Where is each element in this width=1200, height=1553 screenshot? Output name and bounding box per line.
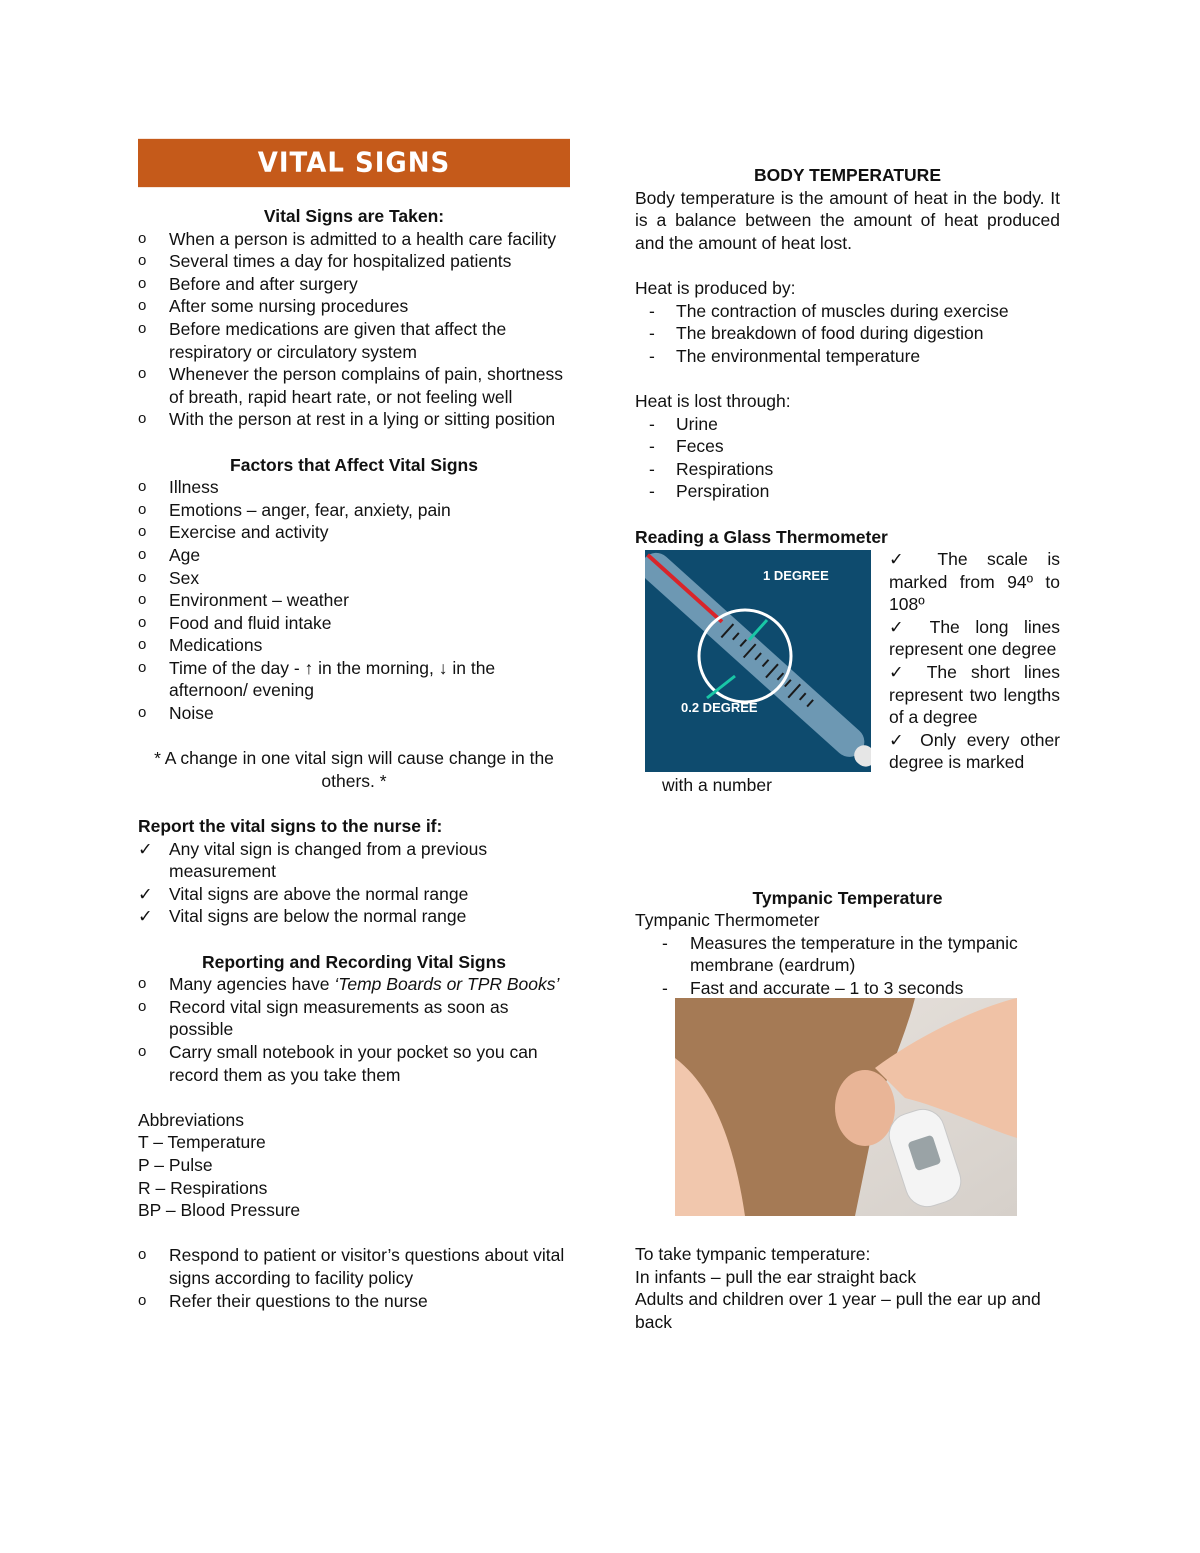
produced-heading: Heat is produced by: <box>635 277 796 298</box>
body-temp-heading: BODY TEMPERATURE <box>753 165 941 185</box>
list-item: o Medications <box>138 634 570 657</box>
report-list <box>138 838 570 928</box>
list-item: ✓ Any vital sign is changed from a previous measurement <box>138 838 488 882</box>
list-item: ✓ The long lines represent one degree <box>889 616 1060 660</box>
list-item: - Perspiration <box>635 480 1060 503</box>
produced-list <box>635 300 1060 368</box>
adults-note: Adults and children over 1 year – pull the ear up and back <box>635 1289 1041 1332</box>
list-item: ✓ Only every other degree is marked <box>889 729 1061 773</box>
glass-thermometer-image <box>645 550 871 772</box>
list-item: o Refer their questions to the nurse <box>138 1290 570 1313</box>
glass-heading: Reading a Glass Thermometer <box>635 526 888 547</box>
check-icon: ✓ <box>138 883 153 904</box>
list-item: - Feces <box>635 435 1060 458</box>
abbrev-item: T – Temperature <box>138 1132 266 1153</box>
list-item: - The contraction of muscles during exercise <box>635 300 1060 323</box>
closing-list <box>138 1244 570 1312</box>
page-title: VITAL SIGNS <box>257 146 451 179</box>
list-item: o Record vital sign measurements as soon as possible <box>138 996 570 1041</box>
list-item: ✓ Vital signs are above the normal range <box>138 883 469 904</box>
infants-note: In infants – pull the ear straight back <box>635 1266 917 1287</box>
list-item: o Whenever the person complains of pain, shortness of breath, rapid heart rate, or not feeling well <box>138 363 570 408</box>
list-item: - Fast and accurate – 1 to 3 seconds <box>635 977 1060 1000</box>
glass-thermometer-section <box>635 548 1060 774</box>
check-icon: ✓ <box>138 838 153 859</box>
list-item: o Respond to patient or visitor’s questions about vital signs according to facility policy <box>138 1244 570 1289</box>
right-column <box>635 140 1060 1334</box>
list-item: o After some nursing procedures <box>138 295 570 318</box>
list-item: - The environmental temperature <box>635 345 1060 368</box>
tympanic-list <box>635 932 1060 1000</box>
list-item: o Many agencies have ‘Temp Boards or TPR Books’ <box>138 973 570 996</box>
glass-points <box>889 548 1060 774</box>
lost-list <box>635 413 1060 503</box>
tympanic-photo <box>675 998 1017 1216</box>
left-column <box>138 140 570 1312</box>
glass-tail: with a number <box>662 775 772 796</box>
list-item: - Respirations <box>635 458 1060 481</box>
factors-heading: Factors that Affect Vital Signs <box>230 454 478 475</box>
list-item: o Time of the day - ↑ in the morning, ↓ in the afternoon/ evening <box>138 657 570 702</box>
list-item: o Sex <box>138 567 570 590</box>
list-item: o Carry small notebook in your pocket so you can record them as you take them <box>138 1041 570 1086</box>
check-icon: ✓ <box>138 906 153 927</box>
body-temp-intro: Body temperature is the amount of heat in the body. It is a balance between the amount of heat produced and the amount of heat lost. <box>635 187 1060 253</box>
list-item: o With the person at rest in a lying or sitting position <box>138 408 570 431</box>
abbrev-item: R – Respirations <box>138 1177 268 1198</box>
taken-list <box>138 228 570 431</box>
list-item: o Illness <box>138 476 570 499</box>
abbrev-item: P – Pulse <box>138 1154 213 1175</box>
tympanic-heading: Tympanic Temperature <box>752 887 943 908</box>
list-item: o Before and after surgery <box>138 273 570 296</box>
list-item: o Exercise and activity <box>138 521 570 544</box>
report-heading: Report the vital signs to the nurse if: <box>138 816 443 837</box>
list-item: o When a person is admitted to a health care facility <box>138 228 570 251</box>
list-item: o Environment – weather <box>138 589 570 612</box>
taken-heading: Vital Signs are Taken: <box>263 206 445 226</box>
list-item: - Urine <box>635 413 1060 436</box>
list-item: o Before medications are given that affect the respiratory or circulatory system <box>138 318 570 363</box>
list-item: ✓ The short lines represent two lengths of a degree <box>889 662 1060 728</box>
abbrev-item: BP – Blood Pressure <box>138 1200 301 1221</box>
lost-heading: Heat is lost through: <box>635 390 791 411</box>
list-item: o Age <box>138 544 570 567</box>
tympanic-subheading: Tympanic Thermometer <box>635 910 820 931</box>
point-two-degree-label: 0.2 DEGREE <box>681 700 758 716</box>
recording-list <box>138 973 570 1086</box>
recording-heading: Reporting and Recording Vital Signs <box>201 951 506 972</box>
factors-list <box>138 476 570 725</box>
how-heading: To take tympanic temperature: <box>635 1244 871 1265</box>
list-item: ✓ Vital signs are below the normal range <box>138 906 467 927</box>
list-item: o Emotions – anger, fear, anxiety, pain <box>138 499 570 522</box>
list-item: o Several times a day for hospitalized patients <box>138 250 570 273</box>
list-item: o Food and fluid intake <box>138 612 570 635</box>
list-item: ✓ The scale is marked from 94º to 108º <box>889 549 1060 615</box>
abbreviations-heading: Abbreviations <box>138 1109 245 1130</box>
title-banner <box>138 139 570 187</box>
one-degree-label: 1 DEGREE <box>763 568 829 584</box>
list-item: - Measures the temperature in the tympanic membrane (eardrum) <box>635 932 1060 977</box>
change-note: * A change in one vital sign will cause change in the others. * <box>154 748 554 791</box>
list-item: - The breakdown of food during digestion <box>635 322 1060 345</box>
list-item: o Noise <box>138 702 570 725</box>
